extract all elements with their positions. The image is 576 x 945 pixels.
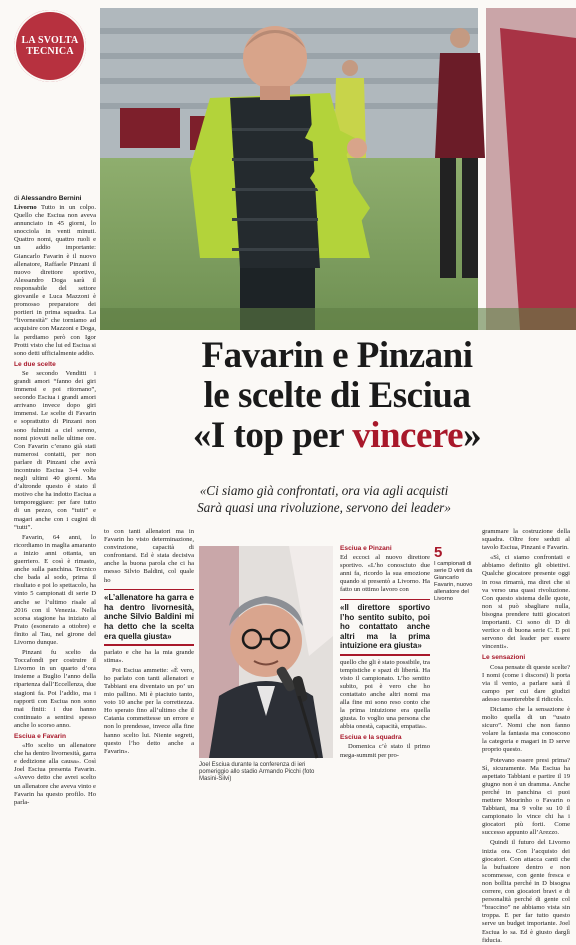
section-badge: [14, 10, 86, 82]
col5-p1: grammare la costruzione della squadra. Oltre fore seduti al tavolo Esciua, Pinzani e Favarin.: [482, 528, 570, 552]
pull-quote-1: «L’allenatore ha garra e ha dentro livornesità, anche Silvio Baldini mi ha detto che la scelta era quella giusta»: [104, 593, 194, 641]
pull-quote-2: «Il direttore sportivo l’ho sentito subito, poi ho contattato anche altri ma la prima intuizione era giusta»: [340, 603, 430, 651]
col5-p6: Quindi il futuro del Livorno inizia ora. Con l’acquisto dei giocatori. Con attacca canti che la bufuatore dentro e non scommesse, con gente fresca e non bollita perché in D bisogna correre, con giocatori bravi e di personalità perché di gente col “braccino” ne abbiamo vista sin troppa. E per far tutto questo serve un budget importante. Joel Esciua lo sa. Ed è giusto darglì fiducia.: [482, 839, 570, 944]
pull-quote-rule-top: [104, 589, 194, 591]
col1-p4: Pinzani fu scelto da Toccafondi per costruire il Livorno in un quarto d’ora insieme a Buglio l’anno della ripartenza dall’Eccellenza, due stagioni fa. Poi l’addio, ma i rapporti con Esciua non sono mai finiti: i due hanno continuato a sentirsi spesso anche lo scorso anno.: [14, 649, 96, 729]
stat-number: 5: [434, 544, 443, 561]
col5-p3: Cosa pensate di queste scelte? I nomi (come i discorsi) li porta via il vento, a parlare sarà il campo per cui dare giudizi adesso rasenterebbe il ridicolo.: [482, 663, 570, 703]
esciua-portrait-illustration: [199, 546, 333, 758]
main-photo: [100, 8, 576, 330]
col4-p1: Ed eccoci al nuovo direttore sportivo. «L’ho conosciuto due anni fa, ricordo la sua emozione quando si presentò a Livorno. Ha fatto un ottimo lavoro con: [340, 554, 430, 594]
headline-accent-word: vincere: [352, 415, 464, 456]
column-2: [104, 528, 194, 796]
headline-line2: le scelte di Esciua: [203, 375, 471, 416]
pull-quote-2-rule-bottom: [340, 654, 430, 656]
col4-p2: quello che gli è stato possibile, tra tempistiche e spazi di libertà. Ha visto il campionato. L’ho sentito subito, poi è vero che ho contattato anche altri nomi ma alla fine mi sono reso conto che la prima intuizione era quella giusta. Io voglio una persona che abbia onestà, capacità, empatia».: [340, 658, 430, 731]
coach-photo-illustration: [100, 8, 576, 330]
pull-quote-rule-bottom: [104, 644, 194, 646]
col1-p3: Favarin, 64 anni, lo ricordiamo in maglia amaranto a inizio anni ottanta, un guerriero. E così è rimasto, anche sulla panchina. Tecnico che bada al sodo, prima il risultato e poi lo spettacolo, ha vinto 5 campionati di serie D anche se l’ultimo risale al 2016 con il Venezia. Nella scorsa stagione ha iniziato al Prato (esonerato a ottobre) e finito al Tau, nel girone del Livorno dunque.: [14, 533, 96, 646]
byline: [14, 195, 94, 202]
col4-p3: Domenica c’è stato il primo mega-summit per pro-: [340, 743, 430, 759]
col2-p1: to con tanti allenatori ma in Favarin ho visto determinazione, convinzione, capacità di confrontarsi. Ed è stata decisiva anche la buona parola che ci ha messo Silvio Baldini, col quale ho: [104, 528, 194, 584]
subhead-esciua-favarin: Esciua e Favarin: [14, 733, 67, 740]
subhead-esciua-pinzani: Esciua e Pinzani: [340, 545, 392, 552]
subhead-esciua-squadra: Esciua e la squadra: [340, 734, 402, 742]
headline-line1: Favarin e Pinzani: [201, 335, 473, 376]
byline-prefix: di: [14, 195, 20, 202]
headline-line3-post: »: [463, 415, 482, 456]
deck-line1: «Ci siamo già confrontati, ora via agli acquisti: [199, 483, 449, 498]
column-1: [14, 204, 96, 806]
column-4: [340, 545, 430, 796]
stat-box: [434, 545, 478, 603]
col2-p3: Poi Esciua ammette: «È vero, ho parlato con tanti allenatori e Tabbiani era diventato un po’ un mio pallino. Mi è piaciuto tanto, voto 10 anche per la correttezza. Ho sperato fino all’ultimo che il Catania commettesse un errore e non lo prendesse, invece alla fine hanno scelto lui. Niente segreti, questo l’ho detto anche a Favarin».: [104, 666, 194, 755]
col5-p2: «Sì, ci siamo confrontati e abbiamo definito gli obiettivi. Qualche giocatore presente oggi in rosa rimarrà, ma direi che si va verso una quasi rivoluzione. Con questo sistema delle quote, non si può sbagliare nulla, bisogna prendere tutti giocatori importanti. Ci sono di D di vertice o di buona serie C. E poi servono dei leader per essere vincenti».: [482, 554, 570, 651]
col5-p5: Potevano essere presi prima? Sì, sicuramente. Ma Esciua ha aspettato Tabbiani e partire il 19 giugno non è un dramma. Anche perché in panchina ci puoi mettere Mourinho o Favarin o Tabbiani, ma 9 volte su 10 il campionato lo vince chi ha i giocatori più forti. Come successo appunto all’Arezzo.: [482, 756, 570, 837]
headline: [104, 336, 570, 456]
dateline: Livorno: [14, 204, 37, 211]
headline-line3: [104, 416, 570, 456]
subhead-due-scelte: Le due scelte: [14, 360, 56, 368]
col1-p2: Se secondo Venditti i grandi amori “fanno dei giri immensi e poi ritornano”, secondo Esciua i grandi amori arrivano invece dopo giri immensi. Le scelte di Favarin e soprattutto di Pinzani non sono fulmini a ciel sereno, nomi piovuti nelle ultime ore. Con Favarin c’erano già stati numerosi contatti, per non parlare di Pinzani che avrà incontrato Esciua 3-4 volte negli ultimi 40 giorni. Ma d’altronde questo è stato il motivo che ha indotto Esciua a temporeggiare: per fare tutto di un pezzo, con “tutti” e magari anche con i cugini di “tutti”.: [14, 369, 96, 531]
headline-line3-pre: «I top per: [192, 415, 353, 456]
photo-caption: Joel Esciua durante la conferenza di ieri pomeriggio allo stadio Armando Picchi (foto Masini-Silvi): [199, 762, 315, 782]
column-5: [482, 528, 570, 944]
byline-author: Alessandro Bernini: [20, 195, 82, 202]
col1-p1: Tutto in un colpo. Quello che Esciua non aveva annunciato in 45 giorni, lo snocciola in venti minuti. Quattro nomi, quattro ruoli e un addio importante: Giancarlo Favarin è il nuovo allenatore, Raffaele Pinzani il nuovo direttore sportivo, Alessandro Doga sarà il responsabile del settore giovanile e Luca Mazzoni è promosso preparatore dei portieri in prima squadra. La “livornesità” che torniamo ad acquisire con Mazzoni e Doga, la perdiamo però con Igor Protti visto che lui ed Esciua si sono detti ufficialmente addio.: [14, 204, 96, 357]
badge-line1: LA SVOLTA: [21, 35, 79, 46]
deck-line2: Sarà quasi una rivoluzione, servono dei leader»: [197, 500, 451, 515]
deck: [104, 482, 544, 516]
col5-p4: Diciamo che la sensazione è molto quella di un “usato sicuro”. Nomi che non fanno volare la fantasia ma conoscono la categoria e magari in D serve proprio questo.: [482, 705, 570, 754]
col2-p2: parlato e che ha la mia grande stima».: [104, 648, 194, 664]
pull-quote-2-rule-top: [340, 599, 430, 601]
col1-p5: «Ho scelto un allenatore che ha dentro livornesità, garra e dedizione alla causa». Così Joel Esciua presenta Favarin. «Avevo detto che avrei scelto un allenatore che aveva vinto e Favarin ha questo profilo. Ho parla-: [14, 742, 96, 806]
portrait-photo: [199, 546, 333, 758]
badge-line2: TECNICA: [26, 46, 74, 57]
stat-text: I campionati di serie D vinti da Giancarlo Favarin, nuovo allenatore del Livorno: [434, 561, 473, 602]
subhead-sensazioni: Le sensazioni: [482, 654, 526, 662]
